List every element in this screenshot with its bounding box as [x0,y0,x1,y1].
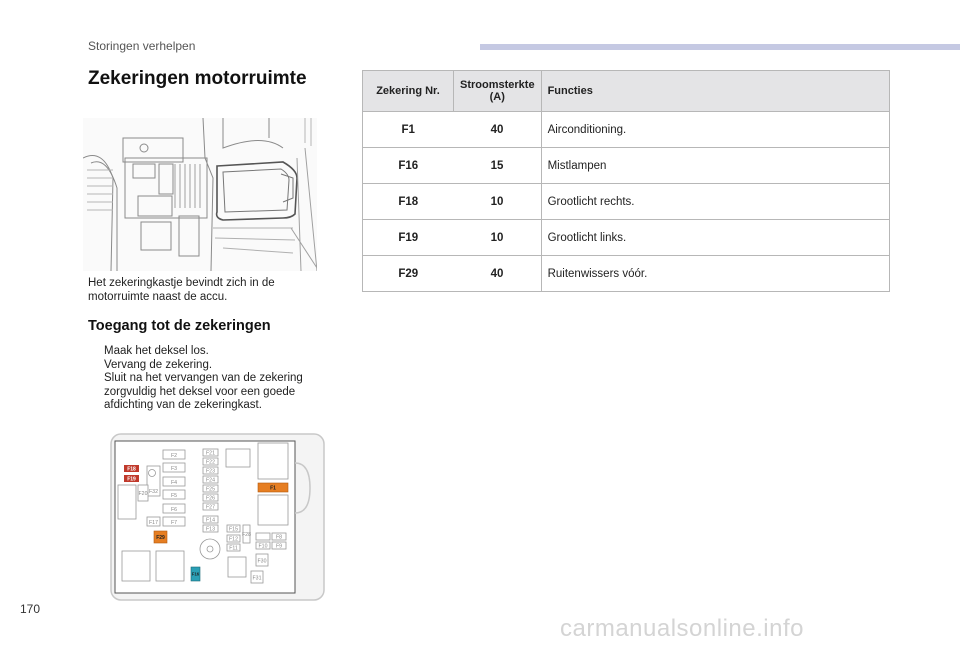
fuse-amperage: 40 [454,112,542,148]
fuse-label-highlight: F18 [127,466,136,473]
fuse-label-highlight: F29 [156,535,165,541]
fuse-label: F7 [170,520,178,526]
fuse-label: F2 [170,453,178,459]
section-header: Storingen verhelpen [88,39,196,53]
fuse-number: F18 [363,184,454,220]
fuse-number: F16 [363,148,454,184]
fuse-label: F14 [206,517,215,524]
fuse-label: F11 [229,545,238,552]
fuse-number: F1 [363,112,454,148]
steps-list [88,345,328,413]
fuse-label: F26 [206,495,215,502]
fuse-label: F6 [170,507,178,513]
fuse-label: F8 [275,534,283,541]
fuse-label: F24 [206,477,215,484]
fuse-label: F17 [149,520,158,526]
list-item [88,359,328,373]
fuse-label: F3 [170,466,178,472]
fuse-label: F4 [170,480,178,486]
fuse-label-highlight: F16 [191,571,200,577]
list-item [88,372,328,413]
access-title: Toegang tot de zekeringen [88,318,271,334]
fuse-label: F15 [229,526,238,533]
fuse-function: Grootlicht rechts. [541,184,889,220]
fuse-label-highlight: F1 [270,485,276,492]
fuse-label: F27 [206,504,215,511]
fuse-number: F29 [363,256,454,292]
fuse-label: F9 [275,543,283,550]
list-item [88,345,328,359]
fuse-label: F23 [206,468,215,475]
column-header-fuse: Zekering Nr. [363,71,454,112]
fuse-label: F22 [206,459,215,466]
fuse-label: F12 [229,536,238,543]
watermark: carmanualsonline.info [560,615,804,642]
fuse-table [362,70,890,292]
column-header-functions: Functies [541,71,889,112]
fuse-function: Ruitenwissers vóór. [541,256,889,292]
fuse-label: F30 [257,558,267,565]
table-row [363,148,890,184]
fuse-amperage: 15 [454,148,542,184]
fuse-label-highlight: F19 [127,476,136,483]
fusebox-diagram [110,433,325,601]
fuse-function: Grootlicht links. [541,220,889,256]
fuse-amperage: 10 [454,184,542,220]
fuse-label: F21 [206,450,215,457]
fuse-label: F13 [206,526,215,533]
fuse-label: F5 [170,493,178,499]
step-text: Vervang de zekering. [104,358,213,371]
table-row [363,112,890,148]
fusebox-location-text: Het zekeringkastje bevindt zich in de motorruimte naast de accu. [88,277,275,303]
column-header-amperage: Stroomsterkte (A) [454,71,542,112]
header-bar [480,44,960,50]
page-number: 170 [20,602,41,616]
fuse-label: F10 [258,543,268,550]
fuse-number: F19 [363,220,454,256]
fuse-function: Airconditioning. [541,112,889,148]
fuse-label: F31 [252,575,262,582]
table-row [363,256,890,292]
step-text: Sluit na het vervangen van de zekering zorgvuldig het deksel voor een goede afdichting van de zekeringkast. [104,372,303,411]
step-text: Maak het deksel los. [104,345,209,357]
fuse-label: F28 [242,532,251,538]
fuse-amperage: 10 [454,220,542,256]
table-row [363,184,890,220]
fuse-label: F20 [138,491,148,497]
fuse-function: Mistlampen [541,148,889,184]
fuse-amperage: 40 [454,256,542,292]
engine-bay-photo [83,118,317,271]
page-title: Zekeringen motorruimte [88,68,307,89]
table-row [363,220,890,256]
fuse-label: F25 [206,486,215,493]
fuse-label: F32 [149,489,158,495]
table-header-row [363,71,890,112]
